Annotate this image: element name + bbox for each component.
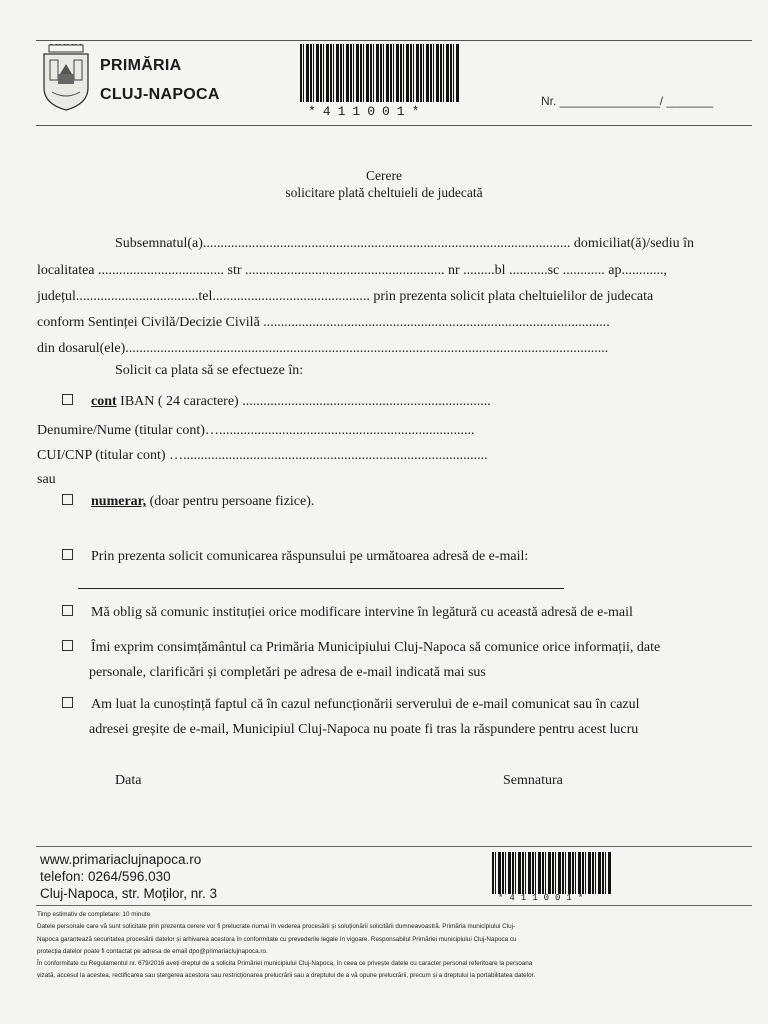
document-title: Cerere <box>366 168 402 183</box>
privacy-line-3: protecția datelor poate fi contactat pe adresa de email dpo@primariaclujnapoca.ro. <box>37 947 268 955</box>
payment-method-label: Solicit ca plata să se efectueze în: <box>115 363 304 378</box>
header-top-rule <box>36 40 752 41</box>
privacy-line-5: vizată, accesul la acestea, rectificarea sau ștergerea acestora sau restricționarea prelucrării sau a dreptului de a vă opune prelucrării, precum și a dreptului la portabilitatea datelor. <box>37 972 536 980</box>
footer-website-link[interactable]: www.primariaclujnapoca.ro <box>40 852 202 867</box>
or-label: sau <box>37 472 56 487</box>
document-subtitle: solicitare plată cheltuieli de judecată <box>285 185 483 200</box>
form-line-judetul[interactable]: județul...................................tel............................................. prin prezenta solicit plata cheltuielilor de judecata <box>37 289 654 304</box>
header-barcode-number: *411001* <box>308 104 427 119</box>
consimtamant-checkbox[interactable] <box>62 640 73 651</box>
numerar-note: (doar pentru persoane fizice). <box>146 494 315 509</box>
numerar-checkbox[interactable] <box>62 494 73 505</box>
form-line-localitatea[interactable]: localitatea .................................... str ......................................................... nr .........bl ...........sc ............ ap............, <box>37 263 667 278</box>
footer-address: Cluj-Napoca, str. Moților, nr. 3 <box>40 886 218 901</box>
form-line-dosar[interactable]: din dosarul(ele).......................................................................................................................................... <box>37 341 609 356</box>
iban-field[interactable]: IBAN ( 24 caractere) ....................................................................... <box>116 394 491 409</box>
option-email-request[interactable] <box>62 549 528 565</box>
footer-top-rule <box>36 846 752 847</box>
registration-number-field[interactable]: Nr. _______________/ _______ <box>541 94 714 108</box>
oblig-text: Mă oblig să comunic instituției orice modificare intervine în legătură cu această adresă de e-mail <box>91 605 633 620</box>
option-luat-la-cunostinta[interactable] <box>62 697 640 713</box>
email-request-text: Prin prezenta solicit comunicarea răspunsului pe următoarea adresă de e-mail: <box>91 549 529 564</box>
cont-keyword: cont <box>91 394 117 409</box>
privacy-line-2: Napoca garantează securitatea procesării datelor și arhivarea acestora în conformitate cu prevederile legale în vigoare. Responsabilul Primăriei municipiului Cluj-Napoca cu <box>37 935 517 943</box>
numerar-keyword: numerar, <box>91 494 147 509</box>
account-holder-cui-field[interactable]: CUI/CNP (titular cont) …....................................................................................... <box>37 448 488 463</box>
form-line-sentinta[interactable]: conform Sentinței Civilă/Decizie Civilă ................................................................................................... <box>37 315 610 330</box>
completion-time-note: Timp estimativ de completare: 10 minute <box>37 911 151 918</box>
header-barcode <box>300 44 460 102</box>
org-name-line1: PRIMĂRIA <box>100 57 182 74</box>
footer-barcode-number: *411001* <box>498 893 590 903</box>
oblig-checkbox[interactable] <box>62 605 73 616</box>
email-address-field[interactable] <box>78 588 564 589</box>
date-label: Data <box>115 773 142 788</box>
luat-checkbox[interactable] <box>62 697 73 708</box>
consimtamant-text-line2: personale, clarificări și completări pe adresa de e-mail indicată mai sus <box>89 665 486 680</box>
cont-checkbox[interactable] <box>62 394 73 405</box>
footer-phone: telefon: 0264/596.030 <box>40 869 171 884</box>
footer-bottom-rule <box>36 905 752 906</box>
privacy-notice <box>37 909 717 983</box>
account-holder-name-field[interactable]: Denumire/Nume (titular cont)…......................................................................... <box>37 423 475 438</box>
org-name-line2: CLUJ-NAPOCA <box>100 86 220 103</box>
consimtamant-text-line1: Îmi exprim consimțământul ca Primăria Municipiului Cluj-Napoca să comunice orice informații, date <box>91 640 661 655</box>
privacy-line-1: Datele personale care vă sunt solicitate prin prezenta cerere vor fi prelucrate numai în vederea procesării și soluționării solicitării dumneavoastră. Primăria municipiului Cluj- <box>37 923 516 931</box>
footer-barcode <box>492 852 612 894</box>
header-bottom-rule <box>36 125 752 126</box>
form-line-subsemnatul[interactable]: Subsemnatul(a)......................................................................................................... domiciliat(ă)/sediu în <box>115 236 695 251</box>
luat-text-line2: adresei greșite de e-mail, Municipiul Cluj-Napoca nu poate fi tras la răspundere pentru acest lucru <box>89 722 639 737</box>
email-request-checkbox[interactable] <box>62 549 73 560</box>
option-consimtamant[interactable] <box>62 640 660 656</box>
privacy-line-4: În conformitate cu Regulamentul nr. 679/2016 aveți dreptul de a solicita Primăriei municipiului Cluj-Napoca, în ceea ce privește datele cu caracter personal referitoare la persoana <box>37 960 533 968</box>
luat-text-line1: Am luat la cunoștință faptul că în cazul nefuncționării serverului de e-mail comunicat sau în cazul <box>91 697 640 712</box>
coat-of-arms-icon <box>40 44 92 112</box>
option-oblig[interactable] <box>62 605 633 621</box>
option-cont[interactable] <box>62 394 491 410</box>
signature-label: Semnatura <box>503 773 563 788</box>
option-numerar[interactable] <box>62 494 314 510</box>
